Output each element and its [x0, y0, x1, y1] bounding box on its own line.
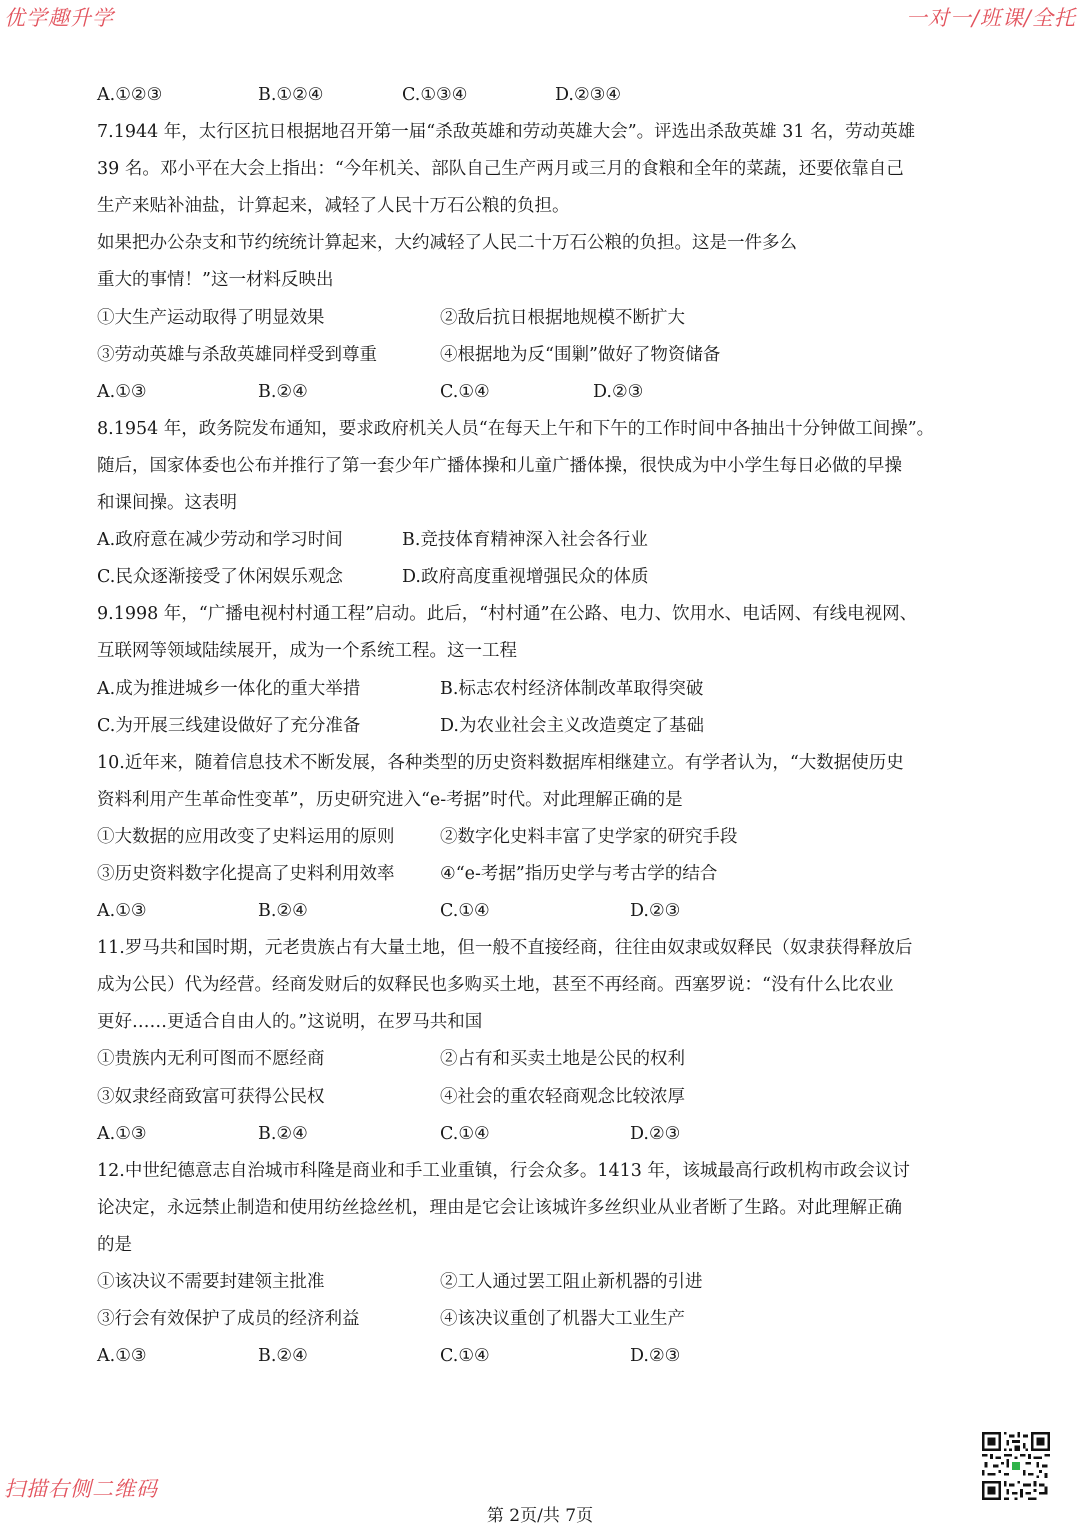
q12-statement-3: ③行会有效保护了成员的经济利益 — [97, 1309, 360, 1330]
q11-stem-line: 11.罗马共和国时期，元老贵族占有大量土地，但一般不直接经商，往往由奴隶或奴释民（奴隶获得释放后 — [97, 938, 913, 959]
q10-statement-4: ④“e-考据”指历史学与考古学的结合 — [440, 863, 718, 884]
q9-options-row — [97, 671, 985, 708]
q8-option-c: C.民众逐渐接受了休闲娱乐观念 — [97, 567, 343, 588]
q10-statement-1: ①大数据的应用改变了史料运用的原则 — [97, 826, 395, 847]
q7-option-d: D.②③ — [593, 381, 644, 402]
q12-statements-row — [97, 1264, 985, 1301]
q6-options — [97, 77, 985, 114]
q9-option-c: C.为开展三线建设做好了充分准备 — [97, 715, 361, 736]
q7-statement-4: ④根据地为反“围剿”做好了物资储备 — [440, 344, 721, 365]
q8-option-b: B.竞技体育精神深入社会各行业 — [402, 530, 648, 551]
q10-option-a: A.①③ — [97, 901, 147, 922]
q7-option-b: B.②④ — [258, 381, 308, 402]
q10-statements-row — [97, 856, 985, 893]
q8-options-row — [97, 559, 985, 596]
question-9 — [97, 596, 985, 744]
question-7 — [97, 114, 985, 411]
q6-option-a: A.①②③ — [97, 85, 163, 105]
q7-statement-1: ①大生产运动取得了明显效果 — [97, 307, 325, 328]
q6-option-b: B.①②④ — [258, 85, 324, 105]
q11-statement-2: ②占有和买卖土地是公民的权利 — [440, 1049, 685, 1070]
q7-option-a: A.①③ — [97, 381, 147, 402]
q8-option-a: A.政府意在减少劳动和学习时间 — [97, 530, 343, 551]
q11-statement-1: ①贵族内无利可图而不愿经商 — [97, 1049, 325, 1070]
q12-option-d: D.②③ — [630, 1346, 681, 1367]
q9-option-d: D.为农业社会主义改造奠定了基础 — [440, 715, 704, 736]
question-8 — [97, 411, 985, 596]
q9-options-row — [97, 708, 985, 745]
watermark-top-left: 优学趣升学 — [4, 6, 114, 30]
watermark-bottom-left: 扫描右侧二维码 — [4, 1477, 158, 1501]
q10-stem-line: 10.近年来，随着信息技术不断发展，各种类型的历史资料数据库相继建立。有学者认为，“大数据使历史 — [97, 752, 904, 773]
q11-statement-4: ④社会的重农轻商观念比较浓厚 — [440, 1086, 685, 1107]
q12-option-a: A.①③ — [97, 1346, 147, 1367]
question-10 — [97, 745, 985, 930]
q12-stem-line: 论决定，永远禁止制造和使用纺丝捻丝机，理由是它会让该城许多丝织业从业者断了生路。对此理解正确 — [97, 1197, 902, 1218]
q7-statement-2: ②敌后抗日根据地规模不断扩大 — [440, 307, 685, 328]
q12-statement-4: ④该决议重创了机器大工业生产 — [440, 1309, 685, 1330]
q7-statements-row — [97, 337, 985, 374]
q7-stem-line: 重大的事情！”这一材料反映出 — [97, 270, 334, 291]
question-12 — [97, 1153, 985, 1376]
q9-option-a: A.成为推进城乡一体化的重大举措 — [97, 678, 361, 699]
qr-code-image[interactable] — [982, 1432, 1050, 1500]
q12-options — [97, 1338, 985, 1375]
question-11 — [97, 930, 985, 1153]
q9-stem-line: 9.1998 年，“广播电视村村通工程”启动。此后，“村村通”在公路、电力、饮用水、电话网、有线电视网、 — [97, 604, 918, 625]
q9-option-b: B.标志农村经济体制改革取得突破 — [440, 678, 704, 699]
q11-option-b: B.②④ — [258, 1123, 308, 1144]
q8-options-row — [97, 522, 985, 559]
q12-statement-1: ①该决议不需要封建领主批准 — [97, 1272, 325, 1292]
q9-stem-line: 互联网等领域陆续展开，成为一个系统工程。这一工程 — [97, 641, 517, 662]
q10-option-b: B.②④ — [258, 901, 308, 922]
q6-option-c: C.①③④ — [402, 85, 468, 105]
q10-statements-row — [97, 819, 985, 856]
q10-stem-line: 资料利用产生革命性变革”，历史研究进入“e-考据”时代。对此理解正确的是 — [97, 789, 683, 810]
q10-statement-3: ③历史资料数字化提高了史料利用效率 — [97, 863, 395, 884]
q12-stem-line: 的是 — [97, 1234, 132, 1255]
q11-statements-row — [97, 1041, 985, 1078]
q11-stem-line: 更好……更适合自由人的。”这说明，在罗马共和国 — [97, 1012, 483, 1033]
q12-stem-line: 12.中世纪德意志自治城市科隆是商业和手工业重镇，行会众多。1413 年，该城最高行政机构市政会议讨 — [97, 1160, 910, 1181]
q8-stem-line: 8.1954 年，政务院发布通知，要求政府机关人员“在每天上午和下午的工作时间中各抽出十分钟做工间操”。 — [97, 418, 935, 439]
q10-option-c: C.①④ — [440, 901, 490, 922]
q6-option-d: D.②③④ — [555, 85, 622, 105]
q10-option-d: D.②③ — [630, 901, 681, 922]
q12-option-b: B.②④ — [258, 1346, 308, 1367]
q10-statement-2: ②数字化史料丰富了史学家的研究手段 — [440, 826, 738, 847]
q11-stem-line: 成为公民）代为经营。经商发财后的奴释民也多购买土地，甚至不再经商。西塞罗说：“没有什么比农业 — [97, 975, 894, 996]
q11-option-d: D.②③ — [630, 1123, 681, 1144]
q11-option-c: C.①④ — [440, 1123, 490, 1144]
q10-options — [97, 893, 985, 930]
q11-statements-row — [97, 1079, 985, 1116]
watermark-top-right: 一对一/班课/全托 — [905, 6, 1076, 30]
q7-option-c: C.①④ — [440, 381, 490, 402]
exam-page-content — [97, 77, 985, 1375]
q7-statements-row — [97, 300, 985, 337]
q12-statements-row — [97, 1301, 985, 1338]
q7-stem-line: 如果把办公杂支和节约统统计算起来，大约减轻了人民二十万石公粮的负担。这是一件多么 — [97, 233, 797, 254]
q12-option-c: C.①④ — [440, 1346, 490, 1367]
q12-statement-2: ②工人通过罢工阻止新机器的引进 — [440, 1272, 703, 1292]
q7-stem-line: 39 名。邓小平在大会上指出：“今年机关、部队自己生产两月或三月的食粮和全年的菜蔬，还要依靠自己 — [97, 159, 904, 180]
q7-options — [97, 374, 985, 411]
q11-options — [97, 1116, 985, 1153]
q7-statement-3: ③劳动英雄与杀敌英雄同样受到尊重 — [97, 344, 377, 365]
q11-statement-3: ③奴隶经商致富可获得公民权 — [97, 1086, 325, 1107]
q7-stem-line: 7.1944 年，太行区抗日根据地召开第一届“杀敌英雄和劳动英雄大会”。评选出杀敌英雄 31 名，劳动英雄 — [97, 122, 916, 143]
page-number: 第 2页/共 7页 — [486, 1506, 594, 1526]
q8-stem-line: 和课间操。这表明 — [97, 493, 237, 514]
q8-option-d: D.政府高度重视增强民众的体质 — [402, 567, 649, 588]
q11-option-a: A.①③ — [97, 1123, 147, 1144]
q8-stem-line: 随后，国家体委也公布并推行了第一套少年广播体操和儿童广播体操，很快成为中小学生每日必做的早操 — [97, 455, 902, 476]
q7-stem-line: 生产来贴补油盐，计算起来，减轻了人民十万石公粮的负担。 — [97, 196, 570, 217]
